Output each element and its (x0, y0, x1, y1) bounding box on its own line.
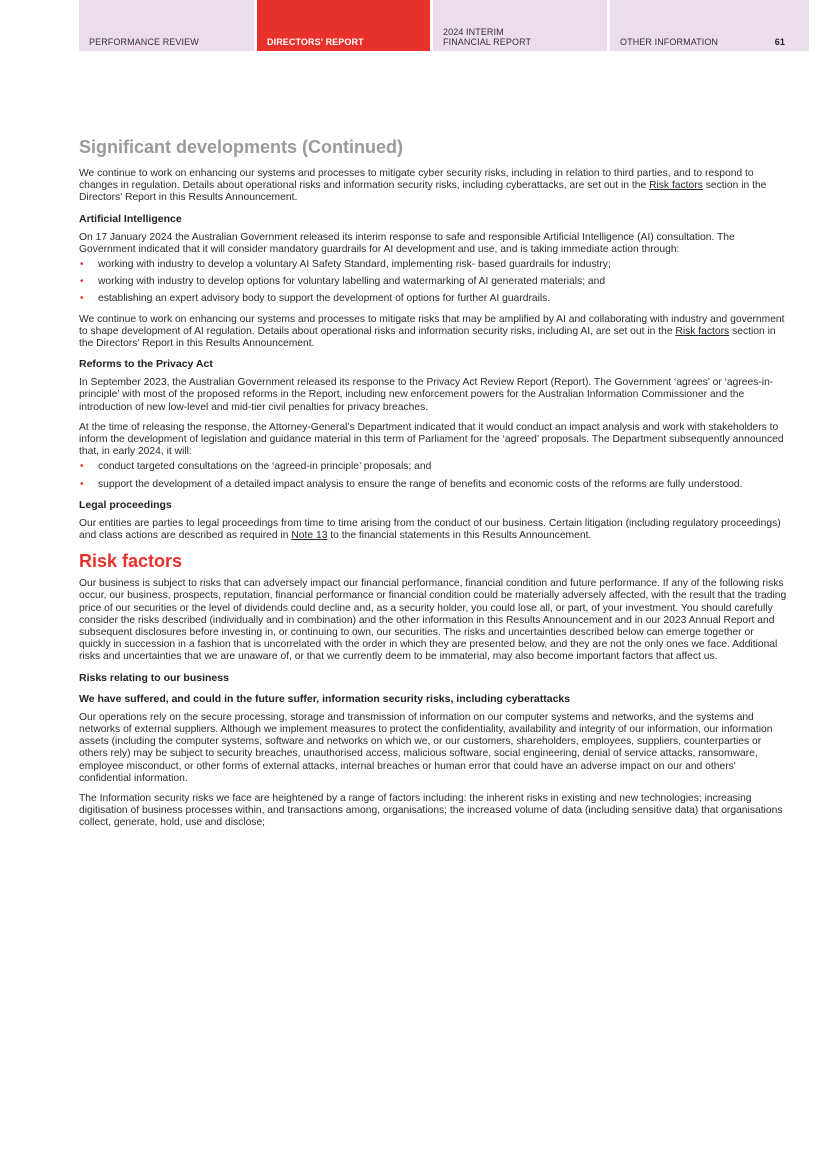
tab-directors-report[interactable] (257, 0, 430, 51)
privacy-bullet-list (79, 461, 787, 490)
subheading-cyber-risk: We have suffered, and could in the future suffer, information security risks, including cyberattacks (79, 692, 571, 705)
paragraph-legal (79, 518, 787, 542)
tab-label: OTHER INFORMATION (620, 37, 719, 47)
list-item (79, 479, 787, 491)
paragraph-ai-1: On 17 January 2024 the Australian Government released its interim response to safe and responsible Artificial Intelligence (AI) consultation. The Government indicated that it will consider mandatory guardrails for AI development and use, and is taking immediate action through: (79, 231, 735, 255)
page-number: 61 (774, 37, 785, 47)
section-title: Significant developments (Continued) (79, 137, 404, 157)
paragraph-privacy-1: In September 2023, the Australian Government released its response to the Privacy Act Review Report (Report). The Government ‘agrees’ or ‘agrees-in-principle’ with most of the proposed reforms in the Report, including new enforcement powers for the Australian Information Commissioner and the introduction of new low-level and mid-tier civil penalties for privacy breaches. (79, 377, 774, 413)
note-13-link[interactable]: Note 13 (291, 530, 328, 542)
risk-factors-title: Risk factors (79, 551, 183, 572)
list-item-text: working with industry to develop options for voluntary labelling and watermarking of AI generated materials; and (98, 276, 606, 288)
list-item (79, 259, 787, 271)
tab-performance-review[interactable] (79, 0, 254, 51)
tab-label: PERFORMANCE REVIEW (89, 37, 199, 47)
text: section in the Directors' Report in this Results Announcement. (79, 325, 776, 350)
tab-other-information[interactable] (610, 0, 809, 51)
text: Our entities are parties to legal proceedings from time to time arising from the conduct of our business. Certain litigation (including regulatory proceedings) and class actions are described as required in (79, 517, 781, 542)
header-tabs (0, 0, 825, 51)
bullet-icon: • (80, 276, 84, 288)
list-item (79, 276, 787, 288)
list-item-text: conduct targeted consultations on the ‘agreed-in principle’ proposals; and (98, 461, 432, 473)
risk-factors-link[interactable]: Risk factors (649, 180, 703, 192)
list-item (79, 293, 787, 305)
main-content (79, 136, 787, 838)
ai-bullet-list (79, 259, 787, 306)
tab-label-line1: 2024 INTERIM (443, 27, 504, 37)
list-item-text: support the development of a detailed impact analysis to ensure the range of benefits and economic costs of the reforms are fully understood. (98, 478, 743, 490)
tab-label: DIRECTORS' REPORT (267, 37, 364, 47)
subheading-legal: Legal proceedings (79, 498, 172, 511)
text: to the financial statements in this Results Announcement. (327, 530, 592, 542)
subheading-risks-business: Risks relating to our business (79, 671, 229, 684)
paragraph-privacy-2: At the time of releasing the response, the Attorney-General’s Department indicated that it would conduct an impact analysis and work with stakeholders to inform the development of legislation and guidance material in this term of Parliament for the ‘agreed’ proposals. The Department subsequently announced that, in early 2024, it will: (79, 421, 784, 458)
bullet-icon: • (80, 478, 84, 490)
text: section in the Directors' Report in this Results Announcement. (79, 180, 767, 204)
list-item-text: establishing an expert advisory body to support the development of options for further AI guardrails. (98, 293, 551, 305)
tab-label-line2: FINANCIAL REPORT (443, 37, 532, 47)
bullet-icon: • (80, 259, 84, 271)
text: We continue to work on enhancing our systems and processes to mitigate risks that may be amplified by AI and collaborating with industry and government to shape development of AI regulation. Details about operational risks and information security risks, including AI, are set out in the (79, 313, 785, 337)
paragraph-cyber-2: The Information security risks we face are heightened by a range of factors including: the inherent risks in existing and new technologies; increasing digitisation of business processes within, and transactions among, organisations; the increased volume of data (including sensitive data) that organisations collect, generate, hold, use and disclose; (79, 792, 783, 829)
paragraph-ai-2 (79, 314, 787, 351)
paragraph-cyber-intro (79, 168, 787, 205)
tab-interim-financial-report[interactable] (433, 0, 607, 51)
paragraph-risk-intro: Our business is subject to risks that can adversely impact our financial performance, financial condition and future performance. If any of the following risks occur, our business, prospects, reputation, financial performance or financial condition could be materially adversely affected, with the result that the trading price of our securities or the level of dividends could decline and, as a security holder, you could lose all, or part, of your investment. You should carefully consider the risks described (individually and in combination) and the other information in this Results Announcement and in our 2023 Annual Report and subsequent disclosures before investing in, or continuing to own, our securities. The risks and uncertainties described below can emerge together or quickly in succession in a fashion that is uncorrelated with the order in which they are presented below, and they are not the only ones we face. Additional risks and uncertainties that we are unaware of, or that we currently deem to be immaterial, may also become important factors that affect us. (79, 578, 787, 663)
bullet-icon: • (80, 293, 84, 305)
subheading-ai: Artificial Intelligence (79, 212, 182, 225)
risk-factors-link[interactable]: Risk factors (675, 325, 730, 337)
paragraph-cyber-1: Our operations rely on the secure processing, storage and transmission of information on our computer systems and networks, and the systems and networks of external suppliers. Although we implement measures to protect the confidentiality, availability and integrity of our information, our information assets (including the computer systems, software and networks on which we, or our customers, shareholders, employees, suppliers, counterparties or others rely) may be subject to security breaches, unauthorised access, malicious software, social engineering, denial of service attacks, ransomware, employee misconduct, or other forms of external attacks, internal breaches or human error that could have an adverse impact on our and others' confidential information. (79, 711, 773, 784)
text: We continue to work on enhancing our systems and processes to mitigate cyber security risks, including in relation to third parties, and to respond to changes in regulation. Details about operational risks and information security risks, including cyberattacks, are set out in the (79, 168, 754, 192)
bullet-icon: • (80, 461, 84, 473)
list-item-text: working with industry to develop a voluntary AI Safety Standard, implementing risk- based guardrails for industry; (98, 259, 611, 271)
subheading-privacy: Reforms to the Privacy Act (79, 358, 213, 371)
tab-label (443, 27, 531, 47)
list-item (79, 461, 787, 473)
